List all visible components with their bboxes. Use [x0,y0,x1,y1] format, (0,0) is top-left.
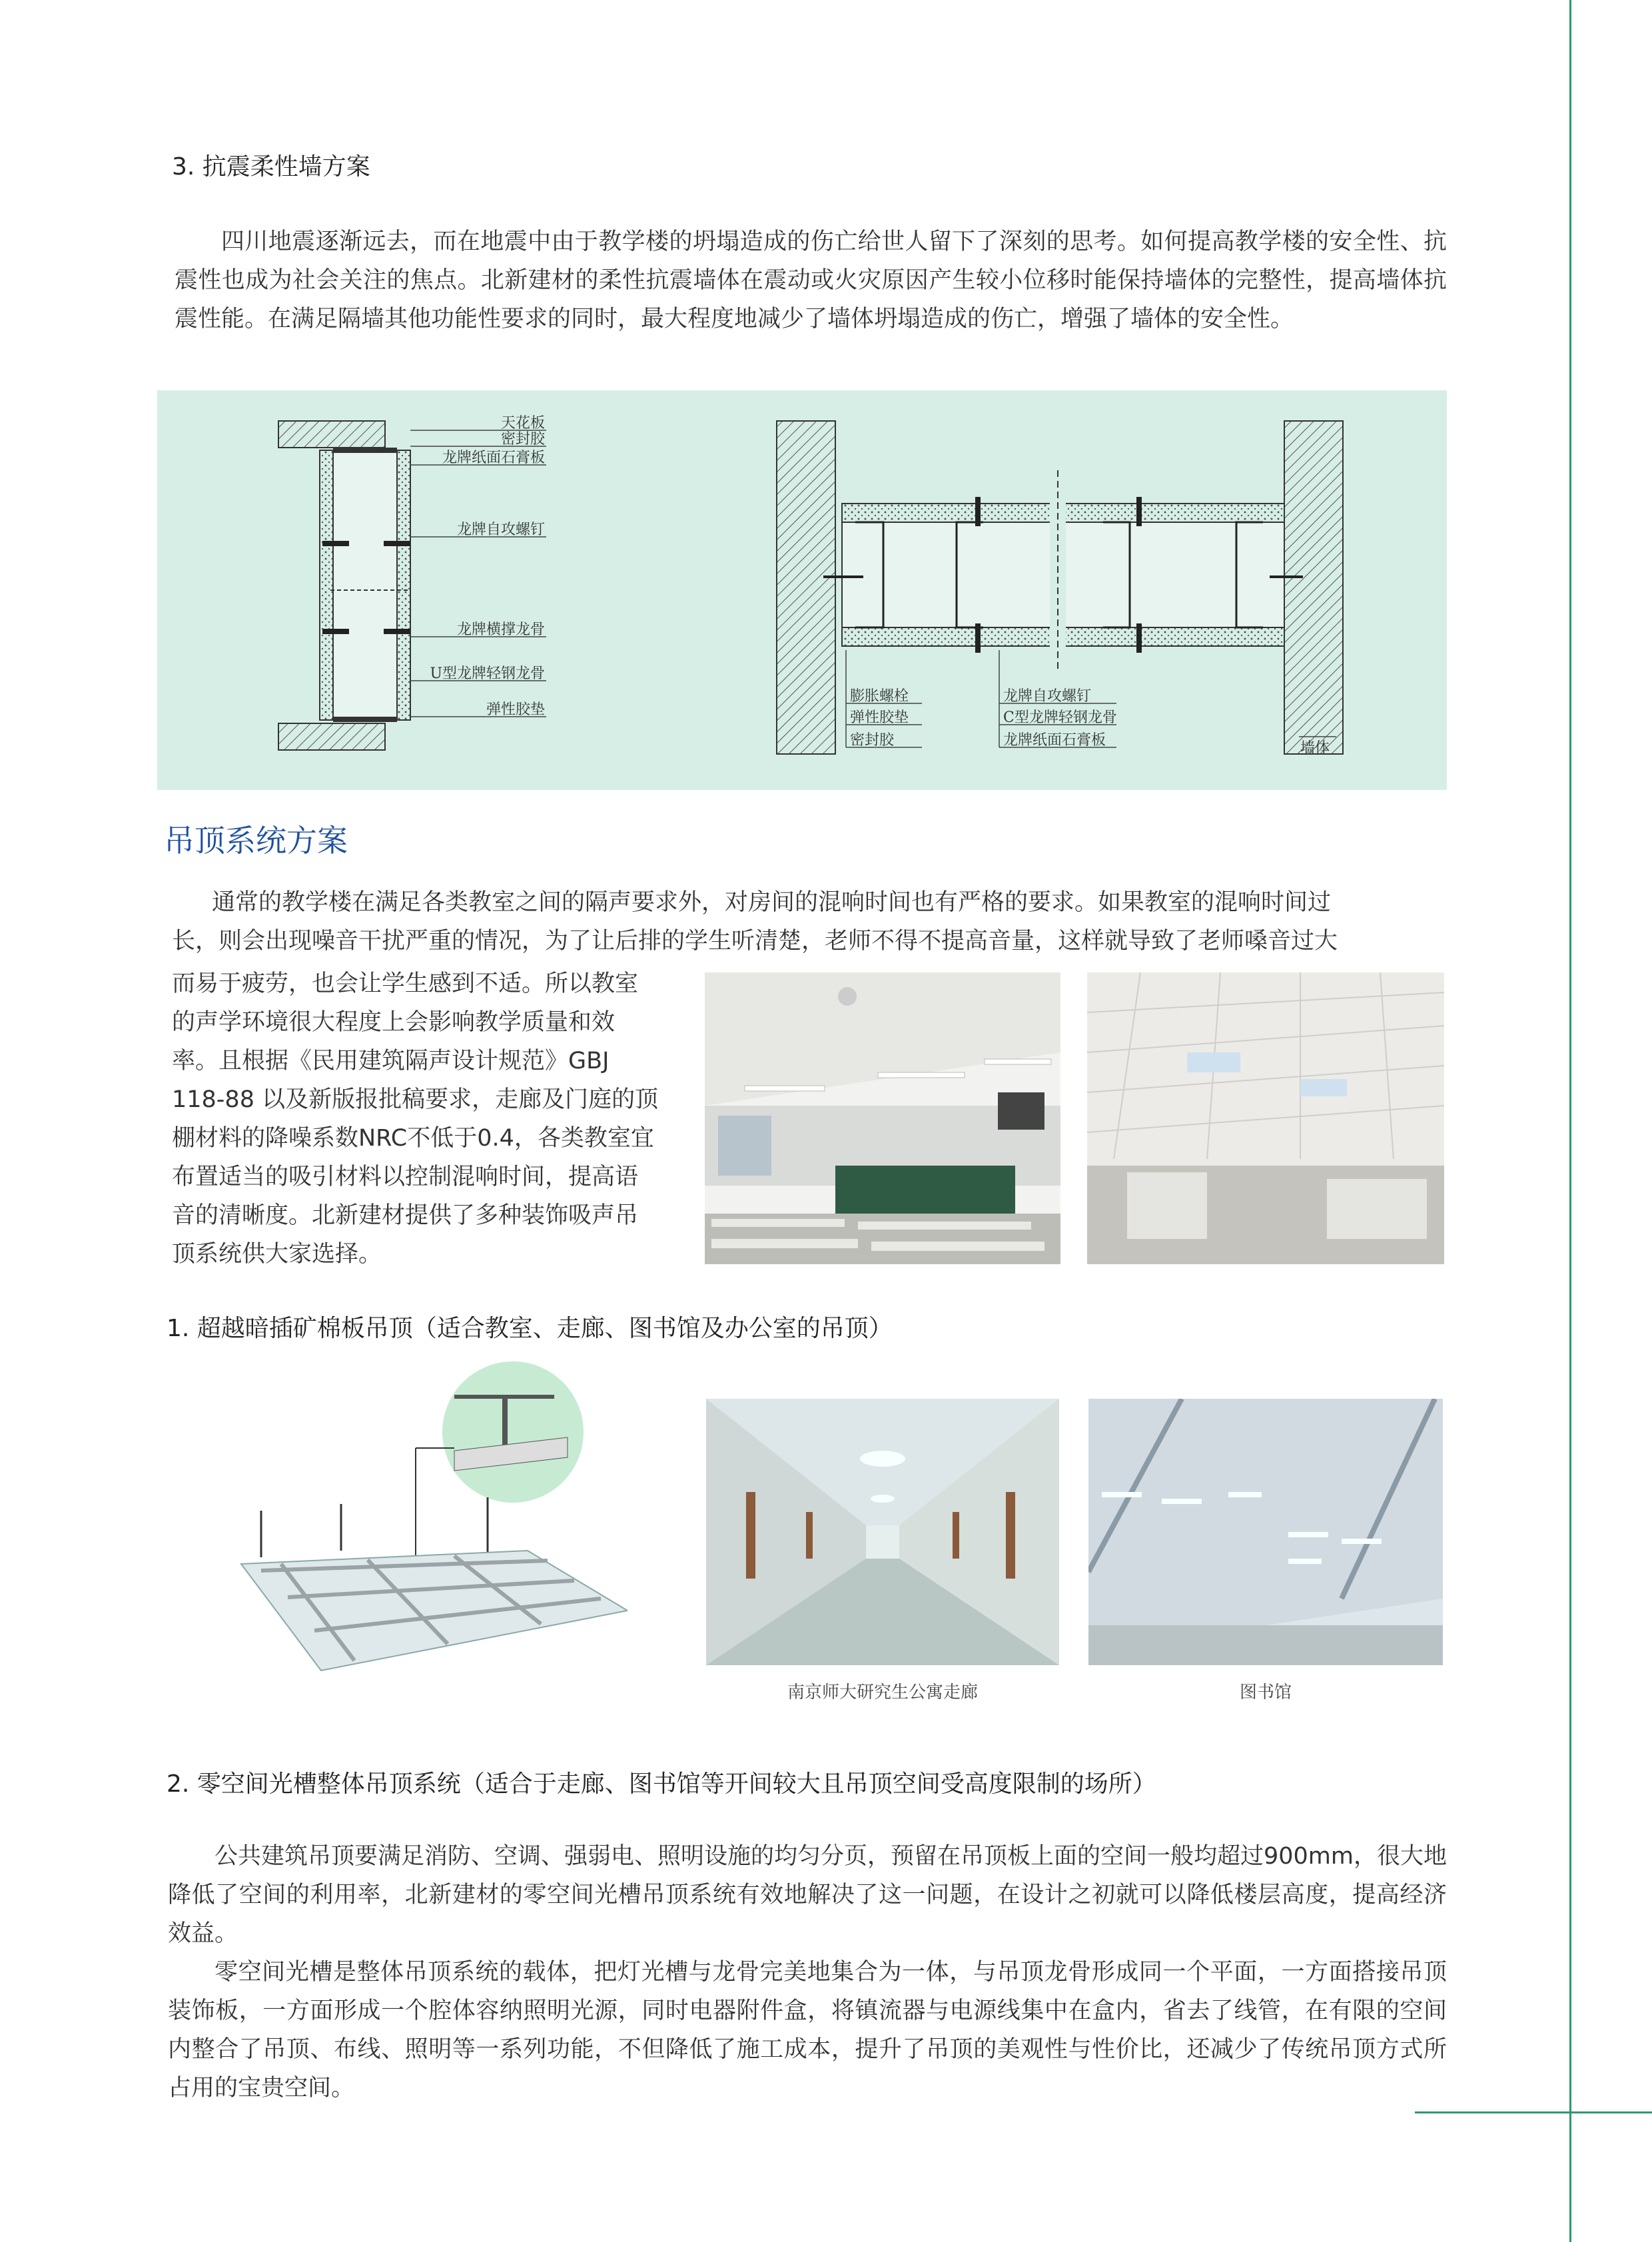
section3-paragraph [175,222,1447,338]
library-photo [1088,1399,1443,1665]
item2-heading: 2. 零空间光槽整体吊顶系统（适合于走廊、图书馆等开间较大且吊顶空间受高度限制的场所） [167,1770,1156,1798]
column-line: 率。且根据《民用建筑隔声设计规范》GBJ [172,1048,610,1074]
item2-paragraph-2: 零空间光槽是整体吊顶系统的载体，把灯光槽与龙骨完美地集合为一体，与吊顶龙骨形成同一个平面，一方面搭接吊顶装饰板，一方面形成一个腔体容纳照明光源，同时电器附件盒，将镇流器与电源线集中在盒内，省去了线管，在有限的空间内整合了吊顶、布线、照明等一系列功能，不但降低了施工成本，提升了吊顶的美观性与性价比，还减少了传统吊顶方式所占用的宝贵空间。 [168,1959,1447,2101]
column-line: 而易于疲劳，也会让学生感到不适。所以教室 [172,970,639,997]
column-line: 棚材料的降噪系数NRC不低于0.4，各类教室宜 [172,1125,654,1152]
label-gypsum-board: 龙牌纸面石膏板 [442,450,545,466]
label-sealant: 密封胶 [500,431,545,448]
label-rubber-pad: 弹性胶垫 [486,701,545,718]
section3-paragraph-text: 四川地震逐渐远去，而在地震中由于教学楼的坍塌造成的伤亡给世人留下了深刻的思考。如何提高教学楼的安全性、抗震性也成为社会关注的焦点。北新建材的柔性抗震墙体在震动或火灾原因产生较小位移时能保持墙体的完整性，提高墙体抗震性能。在满足隔墙其他功能性要求的同时，最大程度地减少了墙体坍塌造成的伤亡，增强了墙体的安全性。 [175,228,1447,332]
ceiling-paragraph-top [172,883,1451,960]
ceiling-line-2: 长，则会出现噪音干扰严重的情况，为了让后排的学生听清楚，老师不得不提高音量，这样就导致了老师嗓音过大 [172,928,1338,954]
label-c-keel: C型龙牌轻钢龙骨 [1003,709,1117,726]
column-line: 的声学环境很大程度上会影响教学质量和效 [172,1009,616,1036]
item2-paragraph-1: 公共建筑吊顶要满足消防、空调、强弱电、照明设施的均匀分页，预留在吊顶板上面的空间一般均超过900mm，很大地降低了空间的利用率，北新建材的零空间光槽吊顶系统有效地解决了这一问题，在设计之初就可以降低楼层高度，提高经济效益。 [168,1843,1447,1947]
label-sealant-2: 密封胶 [850,732,895,749]
right-margin-line [1569,0,1571,2242]
library-caption: 图书馆 [1239,1682,1292,1702]
corridor-photo [706,1399,1059,1665]
lab-photo [1087,972,1444,1264]
column-line: 顶系统供大家选择。 [172,1241,382,1268]
seismic-wall-diagram [157,390,1447,790]
ceiling-section-title: 吊顶系统方案 [164,823,348,859]
column-line: 布置适当的吸引材料以控制混响时间，提高语 [172,1164,639,1190]
label-gypsum-board-2: 龙牌纸面石膏板 [1003,732,1106,749]
ceiling-line-1: 通常的教学楼在满足各类教室之间的隔声要求外，对房间的混响时间也有严格的要求。如果教室的混响时间过 [212,889,1332,916]
label-screw-2: 龙牌自攻螺钉 [1003,688,1092,705]
label-cross-keel: 龙牌横撑龙骨 [456,621,545,638]
section3-heading: 3. 抗震柔性墙方案 [172,153,370,181]
item2-paragraphs [168,1837,1447,2107]
ceiling-paragraph-column [172,964,691,1274]
column-line: 118-88 以及新版报批稿要求，走廊及门庭的顶 [172,1086,659,1113]
label-wall: 墙体 [1300,740,1330,757]
label-expansion-bolt: 膨胀螺栓 [850,688,909,705]
bottom-margin-line [1415,2111,1652,2113]
corridor-caption: 南京师大研究生公寓走廊 [787,1682,978,1702]
wall-section-drawing [157,390,1447,790]
label-u-keel: U型龙牌轻钢龙骨 [430,665,545,682]
item1-heading: 1. 超越暗插矿棉板吊顶（适合教室、走廊、图书馆及办公室的吊顶） [167,1315,893,1342]
label-screw: 龙牌自攻螺钉 [456,522,545,538]
column-line: 音的清晰度。北新建材提供了多种装饰吸声吊 [172,1202,639,1229]
label-rubber-pad-2: 弹性胶垫 [850,709,909,726]
label-ceiling: 天花板 [500,415,545,432]
classroom-photo [705,972,1060,1264]
ceiling-grid-illustration [234,1357,627,1677]
